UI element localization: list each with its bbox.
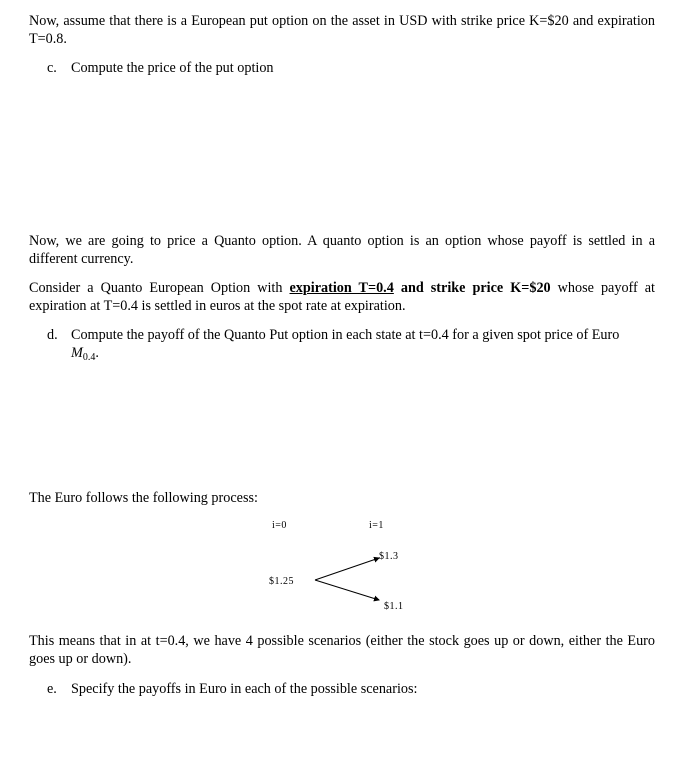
question-d [47,326,655,367]
quanto-intro-text: Now, we are going to price a Quanto option. A quanto option is an option whose payoff is settled in a different currency. [29,233,655,267]
question-d-math [47,344,655,367]
question-d-text: Compute the payoff of the Quanto Put option in each state at t=0.4 for a given spot price of Euro [71,327,620,343]
tree-header-i0: i=0 [272,520,287,531]
quanto-consider-after: whose payoff at expiration at T=0.4 is settled in euros at the spot rate at expiration. [29,280,656,314]
question-c [47,59,655,77]
question-e-text: Specify the payoffs in Euro in each of the possible scenarios: [71,681,418,697]
tree-branch-up [315,558,379,580]
euro-process-paragraph [29,489,655,507]
intro-paragraph [29,12,655,48]
quanto-consider-paragraph [29,279,655,315]
math-subscript: 0.4 [82,352,96,363]
tree-branches [310,555,390,605]
intro-text: Now, assume that there is a European put option on the asset in USD with strike price K=$20 and expiration T=0.8. [29,13,655,47]
quanto-expiration-label: expiration T=0.4 [289,280,394,296]
quanto-strike: and strike price K=$20 [393,280,551,296]
question-e-marker: e. [47,681,57,697]
question-c-text: Compute the price of the put option [71,60,274,76]
question-e [47,680,655,698]
quanto-consider-before: Consider a Quanto European Option with [29,280,290,296]
math-variable: M [71,345,83,361]
question-d-marker: d. [47,327,58,343]
quanto-intro-paragraph [29,232,655,268]
question-c-marker: c. [47,60,57,76]
tree-node-down: $1.1 [384,601,404,612]
tree-node-up: $1.3 [379,551,399,562]
tree-header-i1: i=1 [369,520,384,531]
tree-node-root: $1.25 [269,576,294,587]
scenarios-paragraph [29,632,655,668]
euro-process-text: The Euro follows the following process: [29,490,258,506]
tree-branch-down [315,580,379,600]
scenarios-text: This means that in at t=0.4, we have 4 possible scenarios (either the stock goes up or down, either the Euro goes up or down). [29,633,655,667]
math-tail: . [95,345,99,361]
